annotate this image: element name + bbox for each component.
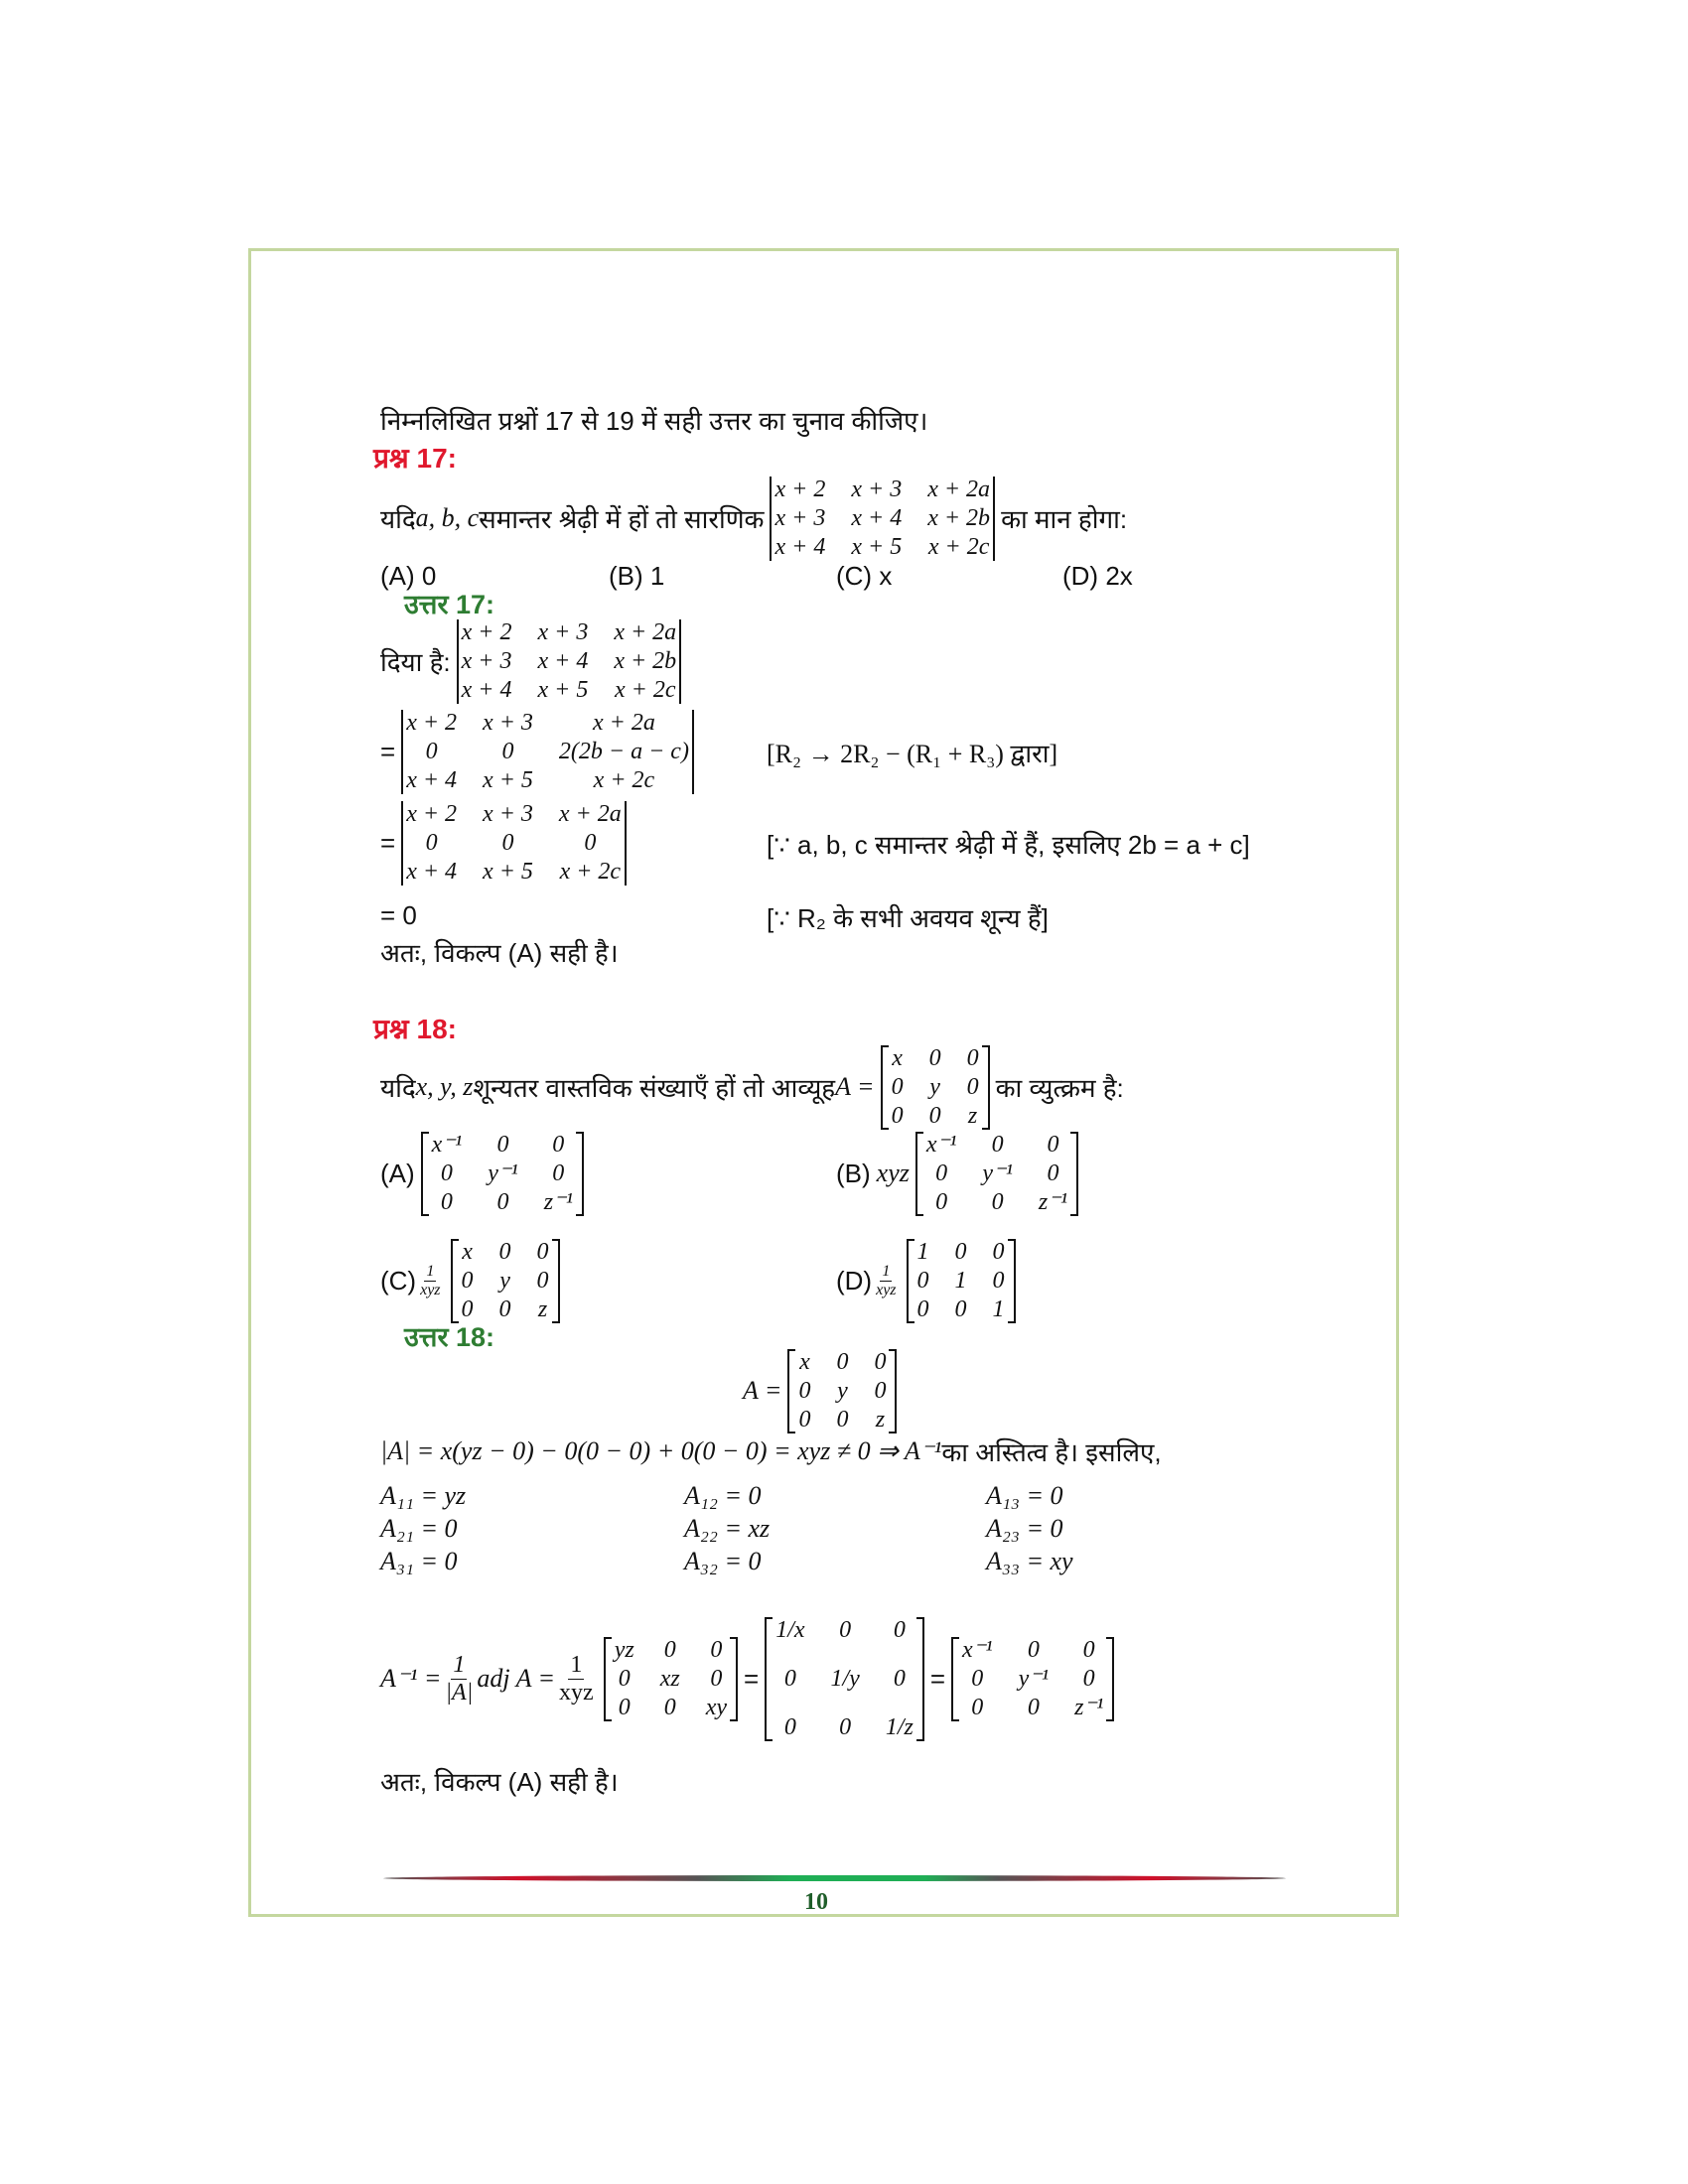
matrix-cell: 0: [584, 829, 597, 856]
right-bracket: [730, 1637, 738, 1721]
page-number: 10: [804, 1889, 828, 1915]
numerator: 1: [426, 1262, 435, 1280]
matrix-cell: y⁻¹: [488, 1160, 518, 1186]
matrix-cell: 0: [839, 1616, 852, 1643]
matrix-cell: 0: [618, 1694, 631, 1720]
matrix: [881, 1045, 990, 1130]
reciprocal-x: 1/x: [775, 1616, 805, 1643]
given-label: दिया है:: [380, 647, 451, 677]
matrix-cell: x + 5: [851, 533, 903, 560]
question-17-text: [380, 474, 1127, 563]
cofactor: A₃₃ = xy: [986, 1547, 1073, 1575]
matrix-cell: 0: [971, 1694, 984, 1720]
matrix-cell: xz: [659, 1665, 680, 1692]
matrix-cell: x + 2a: [558, 800, 622, 827]
given-row: [380, 616, 687, 706]
q17-option-b: (B) 1: [609, 561, 665, 591]
inverse-label: A⁻¹ =: [380, 1664, 442, 1693]
matrix-cell: 0: [498, 1238, 511, 1265]
step-2-note: [∵ a, b, c समान्तर श्रेढ़ी में हैं, इसलिए 2b = a + c]: [767, 830, 1250, 860]
matrix-cell: 0: [461, 1296, 474, 1322]
conclusion-18: अतः, विकल्प (A) सही है।: [380, 1767, 619, 1797]
matrix-cell: yz: [614, 1636, 634, 1663]
matrix-grid: [959, 1637, 1106, 1721]
matrix-a-label: A =: [743, 1376, 782, 1405]
matrix-cell: z: [875, 1406, 886, 1433]
matrix-cell: x + 2a: [614, 618, 677, 645]
adjoint-label: adj A =: [477, 1664, 556, 1693]
fraction: [559, 1652, 594, 1706]
matrix-cell: 0: [501, 738, 514, 764]
matrix-cell: 0: [783, 1713, 796, 1740]
matrix-cell: 2(2b − a − c): [558, 738, 689, 764]
matrix-cell: z⁻¹: [543, 1188, 573, 1215]
numerator: 1: [570, 1652, 583, 1679]
matrix-cell: z: [967, 1102, 978, 1129]
step-1-note: [R₂ → 2R₂ − (R₁ + R₃) द्वारा]: [767, 740, 1058, 768]
matrix-cell: x + 4: [774, 533, 826, 560]
q17-option-c: (C) x: [836, 561, 893, 591]
matrix-cell: x + 2b: [614, 647, 677, 674]
matrix-cell: 0: [496, 1188, 509, 1215]
determinant-line: [380, 1435, 1162, 1467]
matrix-cell: 0: [916, 1267, 929, 1294]
q18-vars: x, y, z: [415, 1072, 474, 1101]
determinant-text: का अस्तित्व है। इसलिए,: [941, 1437, 1162, 1467]
matrix-cell: 0: [891, 1102, 904, 1129]
right-bar: [625, 801, 627, 886]
q18-text-2: शून्यतर वास्तविक संख्याएँ हों तो आव्यूह: [473, 1073, 836, 1103]
matrix-grid: [773, 1617, 916, 1741]
reciprocal-y: 1/y: [830, 1665, 860, 1692]
matrix-a-label: A =: [835, 1072, 875, 1101]
matrix-cell: 0: [893, 1616, 906, 1643]
right-bar: [692, 710, 694, 794]
matrix-cell: x + 4: [406, 858, 458, 885]
matrix-cell: 0: [498, 1296, 511, 1322]
option-label: (B): [836, 1158, 871, 1188]
matrix-cell: x⁻¹: [962, 1636, 993, 1663]
matrix-cell: 0: [783, 1665, 796, 1692]
q17-option-a: (A) 0: [380, 561, 437, 591]
reciprocal-z: 1/z: [885, 1713, 914, 1740]
matrix-cell: x + 3: [774, 504, 826, 531]
matrix-cell: 1: [954, 1267, 967, 1294]
matrix-cell: x + 4: [537, 647, 589, 674]
matrix-cell: x: [462, 1238, 473, 1265]
matrix-cell: 0: [618, 1665, 631, 1692]
q18-option-c: [380, 1236, 566, 1325]
matrix: [915, 1132, 1078, 1216]
matrix-cell: 0: [798, 1377, 811, 1404]
matrix-cell: 0: [1047, 1160, 1059, 1186]
instruction-text: निम्नलिखित प्रश्नों 17 से 19 में सही उत्तर का चुनाव कीजिए।: [380, 406, 928, 436]
matrix-cell: 0: [891, 1073, 904, 1100]
matrix-cell: x: [799, 1348, 810, 1375]
matrix-grid: [459, 619, 680, 704]
option-label: (C): [380, 1265, 417, 1296]
matrix-cell: 0: [425, 829, 438, 856]
cofactor: A₂₃ = 0: [986, 1514, 1063, 1543]
matrix-cell: x: [892, 1044, 903, 1071]
matrix-grid: [403, 801, 625, 886]
step-3-note: [∵ R₂ के सभी अवयव शून्य हैं]: [767, 903, 1049, 933]
matrix-cell: 0: [966, 1044, 979, 1071]
matrix-cell: 0: [1047, 1131, 1059, 1158]
matrix-cell: 0: [992, 1267, 1005, 1294]
matrix-cell: 0: [1027, 1694, 1040, 1720]
matrix-a-row: [743, 1346, 903, 1435]
inverse-row: [380, 1592, 1120, 1765]
left-bracket: [451, 1239, 459, 1323]
equals: =: [929, 1663, 946, 1694]
cofactor: A₂₁ = 0: [380, 1514, 458, 1543]
matrix-grid: [923, 1132, 1070, 1216]
matrix-cell: 0: [836, 1406, 849, 1433]
step-1-row: [380, 707, 700, 796]
left-bracket: [604, 1637, 612, 1721]
right-bracket: [1008, 1239, 1016, 1323]
matrix-cell: x + 2c: [559, 858, 622, 885]
question-17-heading: प्रश्न 17:: [373, 443, 457, 474]
footer-divider: [383, 1875, 1286, 1881]
matrix-cell: y: [837, 1377, 848, 1404]
answer-18-heading: उत्तर 18:: [404, 1322, 495, 1352]
q18-text-1: यदि: [380, 1073, 416, 1103]
matrix-cell: 0: [916, 1296, 929, 1322]
matrix-cell: 0: [663, 1636, 676, 1663]
matrix-cell: xy: [705, 1694, 727, 1720]
fraction: [876, 1263, 896, 1298]
matrix-cell: x + 2a: [927, 476, 991, 502]
matrix-grid: [459, 1239, 552, 1323]
matrix: [787, 1349, 897, 1433]
matrix-cell: x + 2a: [592, 709, 655, 736]
cofactor: A₃₂ = 0: [684, 1547, 762, 1575]
q17-text-1: यदि: [380, 504, 416, 534]
denominator: xyz: [876, 1281, 897, 1298]
matrix-cell: x + 5: [483, 858, 533, 885]
matrix-cell: x + 2c: [593, 766, 655, 793]
step-2-row: [380, 798, 633, 887]
matrix-cell: x + 3: [483, 800, 533, 827]
matrix-cell: y: [499, 1267, 510, 1294]
matrix-cell: x + 4: [406, 766, 458, 793]
matrix-cell: x + 2b: [927, 504, 991, 531]
reciprocal-matrix: [765, 1617, 924, 1741]
matrix-cell: 0: [991, 1188, 1004, 1215]
left-bracket: [787, 1349, 795, 1433]
matrix-cell: 0: [954, 1238, 967, 1265]
denominator: xyz: [420, 1281, 441, 1298]
matrix-cell: 0: [798, 1406, 811, 1433]
question-18-text: [380, 1042, 1124, 1132]
cofactor: A₁₁ = yz: [380, 1481, 467, 1510]
q18-option-d: [836, 1236, 1022, 1325]
matrix-cell: 0: [928, 1102, 941, 1129]
matrix: [907, 1239, 1016, 1323]
determinant: [401, 710, 694, 794]
fraction: [445, 1652, 473, 1706]
option-label: (D): [836, 1265, 873, 1296]
equals: =: [380, 736, 396, 766]
matrix-cell: 0: [536, 1238, 549, 1265]
left-bracket: [907, 1239, 914, 1323]
q17-text-3: का मान होगा:: [1001, 504, 1128, 534]
q17-text-2: समान्तर श्रेढ़ी में हों तो सारणिक: [479, 504, 765, 534]
matrix-grid: [772, 477, 993, 561]
matrix-cell: 0: [710, 1636, 723, 1663]
matrix-cell: 0: [461, 1267, 474, 1294]
right-bracket: [889, 1349, 897, 1433]
matrix-cell: 0: [836, 1348, 849, 1375]
right-bracket: [1106, 1637, 1114, 1721]
matrix-cell: 0: [1082, 1636, 1095, 1663]
matrix-cell: 0: [954, 1296, 967, 1322]
matrix-cell: 0: [440, 1188, 453, 1215]
matrix-cell: x + 2: [461, 618, 512, 645]
q18-option-b: [836, 1129, 1084, 1218]
matrix-cell: x + 2: [406, 709, 458, 736]
matrix-cell: 1: [916, 1238, 929, 1265]
determinant: [457, 619, 682, 704]
matrix-cell: 0: [971, 1665, 984, 1692]
matrix-cell: x + 2: [406, 800, 458, 827]
matrix-cell: 0: [874, 1377, 887, 1404]
q18-text-3: का व्युत्क्रम है:: [995, 1073, 1124, 1103]
matrix: [451, 1239, 560, 1323]
matrix-cell: x + 4: [851, 504, 903, 531]
matrix-cell: x + 3: [461, 647, 512, 674]
denominator: |A|: [445, 1679, 474, 1706]
left-bracket: [951, 1637, 959, 1721]
q17-option-d: (D) 2x: [1062, 561, 1133, 591]
matrix-cell: x + 2c: [927, 533, 990, 560]
matrix-cell: x + 5: [537, 676, 589, 703]
left-bracket: [421, 1132, 429, 1216]
matrix-cell: 0: [928, 1044, 941, 1071]
result: = 0: [380, 900, 417, 930]
matrix-cell: 0: [966, 1073, 979, 1100]
matrix-grid: [612, 1637, 730, 1721]
matrix-cell: x + 2: [774, 476, 826, 502]
matrix-cell: 0: [552, 1131, 565, 1158]
matrix-cell: 0: [425, 738, 438, 764]
matrix-cell: z⁻¹: [1074, 1694, 1104, 1720]
question-18-heading: प्रश्न 18:: [373, 1014, 457, 1044]
matrix-cell: 0: [501, 829, 514, 856]
matrix-cell: 1: [992, 1296, 1005, 1322]
cofactor: A₃₁ = 0: [380, 1547, 458, 1575]
numerator: 1: [453, 1652, 466, 1679]
left-bracket: [881, 1045, 889, 1130]
determinant: [401, 801, 627, 886]
right-bracket: [982, 1045, 990, 1130]
right-bar: [993, 477, 995, 561]
left-bracket: [915, 1132, 923, 1216]
left-bracket: [765, 1617, 773, 1741]
adjoint-matrix: [604, 1637, 738, 1721]
answer-17-heading: उत्तर 17:: [404, 590, 495, 619]
right-bracket: [916, 1617, 924, 1741]
matrix-cell: 0: [440, 1160, 453, 1186]
numerator: 1: [882, 1262, 891, 1280]
q17-vars: a, b, c: [415, 503, 480, 532]
coefficient: xyz: [876, 1159, 910, 1187]
matrix-cell: x⁻¹: [431, 1131, 463, 1158]
matrix-cell: x + 3: [851, 476, 903, 502]
inverse-matrix: [951, 1637, 1114, 1721]
q18-option-a: [380, 1129, 590, 1218]
matrix-cell: y⁻¹: [1018, 1665, 1050, 1692]
matrix-cell: y: [929, 1073, 940, 1100]
cofactor: A₂₂ = xz: [684, 1514, 771, 1543]
determinant: [770, 477, 995, 561]
matrix-cell: x + 5: [483, 766, 533, 793]
matrix-cell: 0: [893, 1665, 906, 1692]
right-bar: [679, 619, 681, 704]
matrix-cell: x + 3: [537, 618, 589, 645]
matrix-grid: [403, 710, 692, 794]
equals: =: [744, 1663, 760, 1694]
matrix-cell: x + 2c: [615, 676, 676, 703]
matrix-cell: x⁻¹: [925, 1131, 957, 1158]
matrix-cell: 0: [839, 1713, 852, 1740]
matrix-cell: 0: [991, 1131, 1004, 1158]
matrix-cell: 0: [935, 1188, 948, 1215]
matrix-cell: 0: [874, 1348, 887, 1375]
matrix-cell: y⁻¹: [982, 1160, 1013, 1186]
right-bracket: [552, 1239, 560, 1323]
option-label: (A): [380, 1158, 415, 1188]
matrix-cell: 0: [496, 1131, 509, 1158]
determinant-expression: |A| = x(yz − 0) − 0(0 − 0) + 0(0 − 0) = xyz ≠ 0 ⇒ A⁻¹: [380, 1436, 942, 1465]
matrix-cell: 0: [1082, 1665, 1095, 1692]
right-bracket: [1070, 1132, 1078, 1216]
matrix: [421, 1132, 584, 1216]
fraction: [420, 1263, 440, 1298]
matrix-grid: [914, 1239, 1008, 1323]
matrix-cell: 0: [992, 1238, 1005, 1265]
matrix-cell: 0: [1027, 1636, 1040, 1663]
matrix-grid: [429, 1132, 576, 1216]
denominator: xyz: [559, 1679, 594, 1706]
matrix-cell: x + 4: [461, 676, 512, 703]
cofactor: A₁₃ = 0: [986, 1481, 1063, 1510]
matrix-grid: [795, 1349, 889, 1433]
equals: =: [380, 827, 396, 858]
matrix-cell: 0: [663, 1694, 676, 1720]
matrix-cell: 0: [935, 1160, 948, 1186]
matrix-grid: [889, 1045, 982, 1130]
right-bracket: [576, 1132, 584, 1216]
matrix-cell: x + 3: [483, 709, 533, 736]
matrix-cell: 0: [710, 1665, 723, 1692]
cofactor: A₁₂ = 0: [684, 1481, 762, 1510]
matrix-cell: 0: [536, 1267, 549, 1294]
conclusion-17: अतः, विकल्प (A) सही है।: [380, 938, 619, 968]
matrix-cell: z: [537, 1296, 548, 1322]
matrix-cell: 0: [552, 1160, 565, 1186]
matrix-cell: z⁻¹: [1038, 1188, 1068, 1215]
